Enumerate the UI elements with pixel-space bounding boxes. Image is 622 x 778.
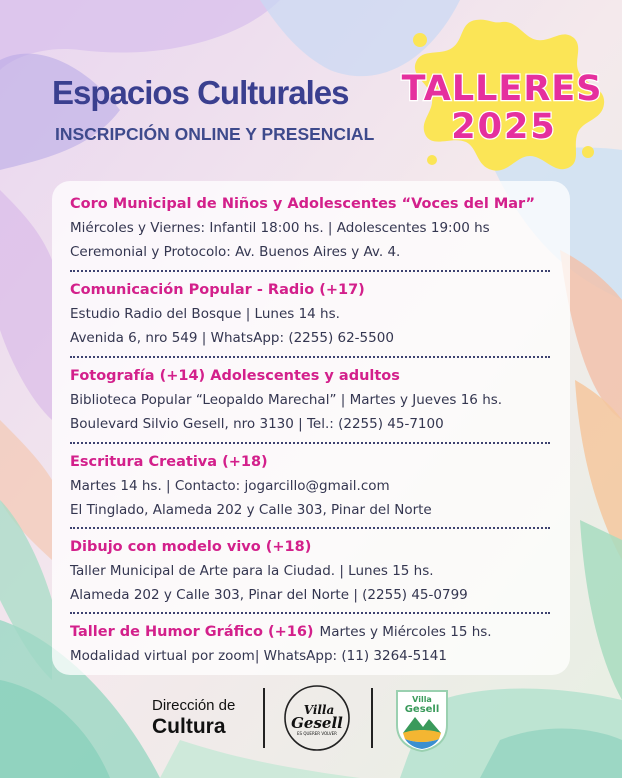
workshop-line: Modalidad virtual por zoom| WhatsApp: (11) 3264-5141 [70,648,447,664]
workshop-title: Coro Municipal de Niños y Adolescentes “Voces del Mar” [70,196,536,212]
workshop-line: Taller Municipal de Arte para la Ciudad. | Lunes 15 hs. [70,563,434,579]
workshop-title: Dibujo con modelo vivo (+18) [70,539,312,555]
workshop-title: Escritura Creativa (+18) [70,454,268,470]
logo1-word2: Gesell [291,714,343,732]
dotted-divider [70,612,550,614]
workshop-item [70,279,552,349]
workshop-item [70,536,552,606]
workshop-item [70,451,552,521]
villa-gesell-crest-logo [393,685,451,753]
workshop-line: Martes 14 hs. | Contacto: jogarcillo@gmail.com [70,478,390,494]
logo1-word1: Villa [303,703,335,717]
dotted-divider [70,442,550,444]
footer-divider [263,688,265,748]
dotted-divider [70,527,550,529]
workshop-item [70,621,552,667]
workshop-schedule: Martes y Miércoles 15 hs. [319,624,492,640]
workshop-item [70,365,552,435]
page-subtitle: INSCRIPCIÓN ONLINE Y PRESENCIAL [55,124,375,144]
workshop-line: Biblioteca Popular “Leopaldo Marechal” | Martes y Jueves 16 hs. [70,392,503,408]
workshop-line: Boulevard Silvio Gesell, nro 3130 | Tel.: (2255) 45-7100 [70,416,444,432]
footer-divider [371,688,373,748]
page-title: Espacios Culturales [52,74,349,111]
workshop-line: Alameda 202 y Calle 303, Pinar del Norte | (2255) 45-0799 [70,587,468,603]
logo1-tagline: ES QUERER VOLVER [297,731,337,736]
workshop-title: Comunicación Popular - Radio (+17) [70,282,365,298]
workshop-item [70,193,552,263]
badge-line2: 2025 [451,107,557,147]
talleres-badge [392,10,612,180]
direccion-label: Dirección de [152,697,236,714]
workshop-title: Taller de Humor Gráfico (+16) [70,624,314,640]
workshop-line: Estudio Radio del Bosque | Lunes 14 hs. [70,306,340,322]
logo2-word1: Villa [412,695,432,704]
dotted-divider [70,356,550,358]
badge-line1: TALLERES [401,69,603,109]
cultura-label: Cultura [152,715,226,738]
workshop-line: Miércoles y Viernes: Infantil 18:00 hs. | Adolescentes 19:00 hs [70,220,490,236]
dotted-divider [70,270,550,272]
villa-gesell-logo [283,684,351,752]
workshop-line: Ceremonial y Protocolo: Av. Buenos Aires y Av. 4. [70,244,401,260]
workshop-line: Avenida 6, nro 549 | WhatsApp: (2255) 62-5500 [70,330,394,346]
logo2-word2: Gesell [404,704,440,715]
workshop-line: El Tinglado, Alameda 202 y Calle 303, Pinar del Norte [70,502,432,518]
workshop-title: Fotografía (+14) Adolescentes y adultos [70,368,400,384]
